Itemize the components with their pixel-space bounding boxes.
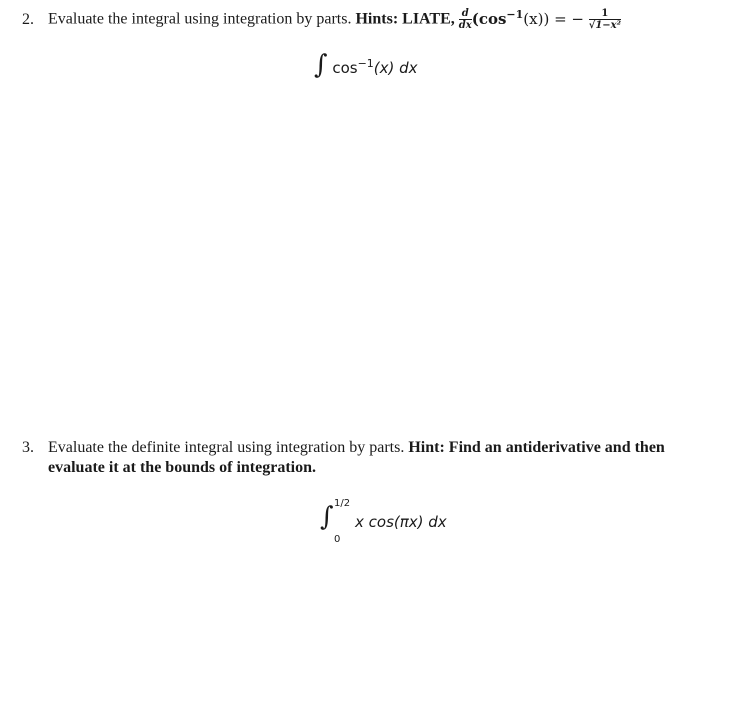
derivative-expression: $\frac{d}{dx}$ $(\cos^{-1}(x))$ = − $\frac{1}{\text{√1−x²}}$ bbox=[458, 7, 622, 31]
integrand: x cos(πx) dx bbox=[355, 513, 447, 531]
integrand-fn: cos bbox=[332, 59, 358, 77]
integral-sign: ∫ bbox=[314, 50, 328, 80]
problem-number: 3. bbox=[22, 439, 34, 456]
problem-text: Evaluate the definite integral using integration by parts. bbox=[48, 439, 409, 456]
problem-3 bbox=[22, 438, 722, 478]
problem-hint-line2: evaluate it at the bounds of integration. bbox=[48, 459, 316, 476]
upper-limit: 1/2 bbox=[334, 498, 351, 509]
integral-sign: ∫ bbox=[320, 502, 334, 532]
problem-hint-line1: Hint: Find an antiderivative and then bbox=[408, 439, 665, 456]
lower-limit: 0 bbox=[334, 534, 341, 545]
derivative-operator: $\frac{d}{dx}$ bbox=[458, 8, 472, 31]
problem-hint: Hints: LIATE, bbox=[355, 10, 455, 28]
integral-3 bbox=[320, 500, 480, 550]
integral-2: ∫ $\cos^{-1}(x)$ dx bbox=[314, 50, 418, 80]
problem-text: Evaluate the integral using integration by parts. bbox=[48, 10, 356, 28]
problem-number: 2. bbox=[22, 10, 34, 28]
derivative-result: $\frac{1}{\text{√1−x²}}$ bbox=[588, 8, 622, 31]
problem-2 bbox=[22, 8, 621, 31]
integrand-rest: (x) dx bbox=[373, 59, 418, 77]
